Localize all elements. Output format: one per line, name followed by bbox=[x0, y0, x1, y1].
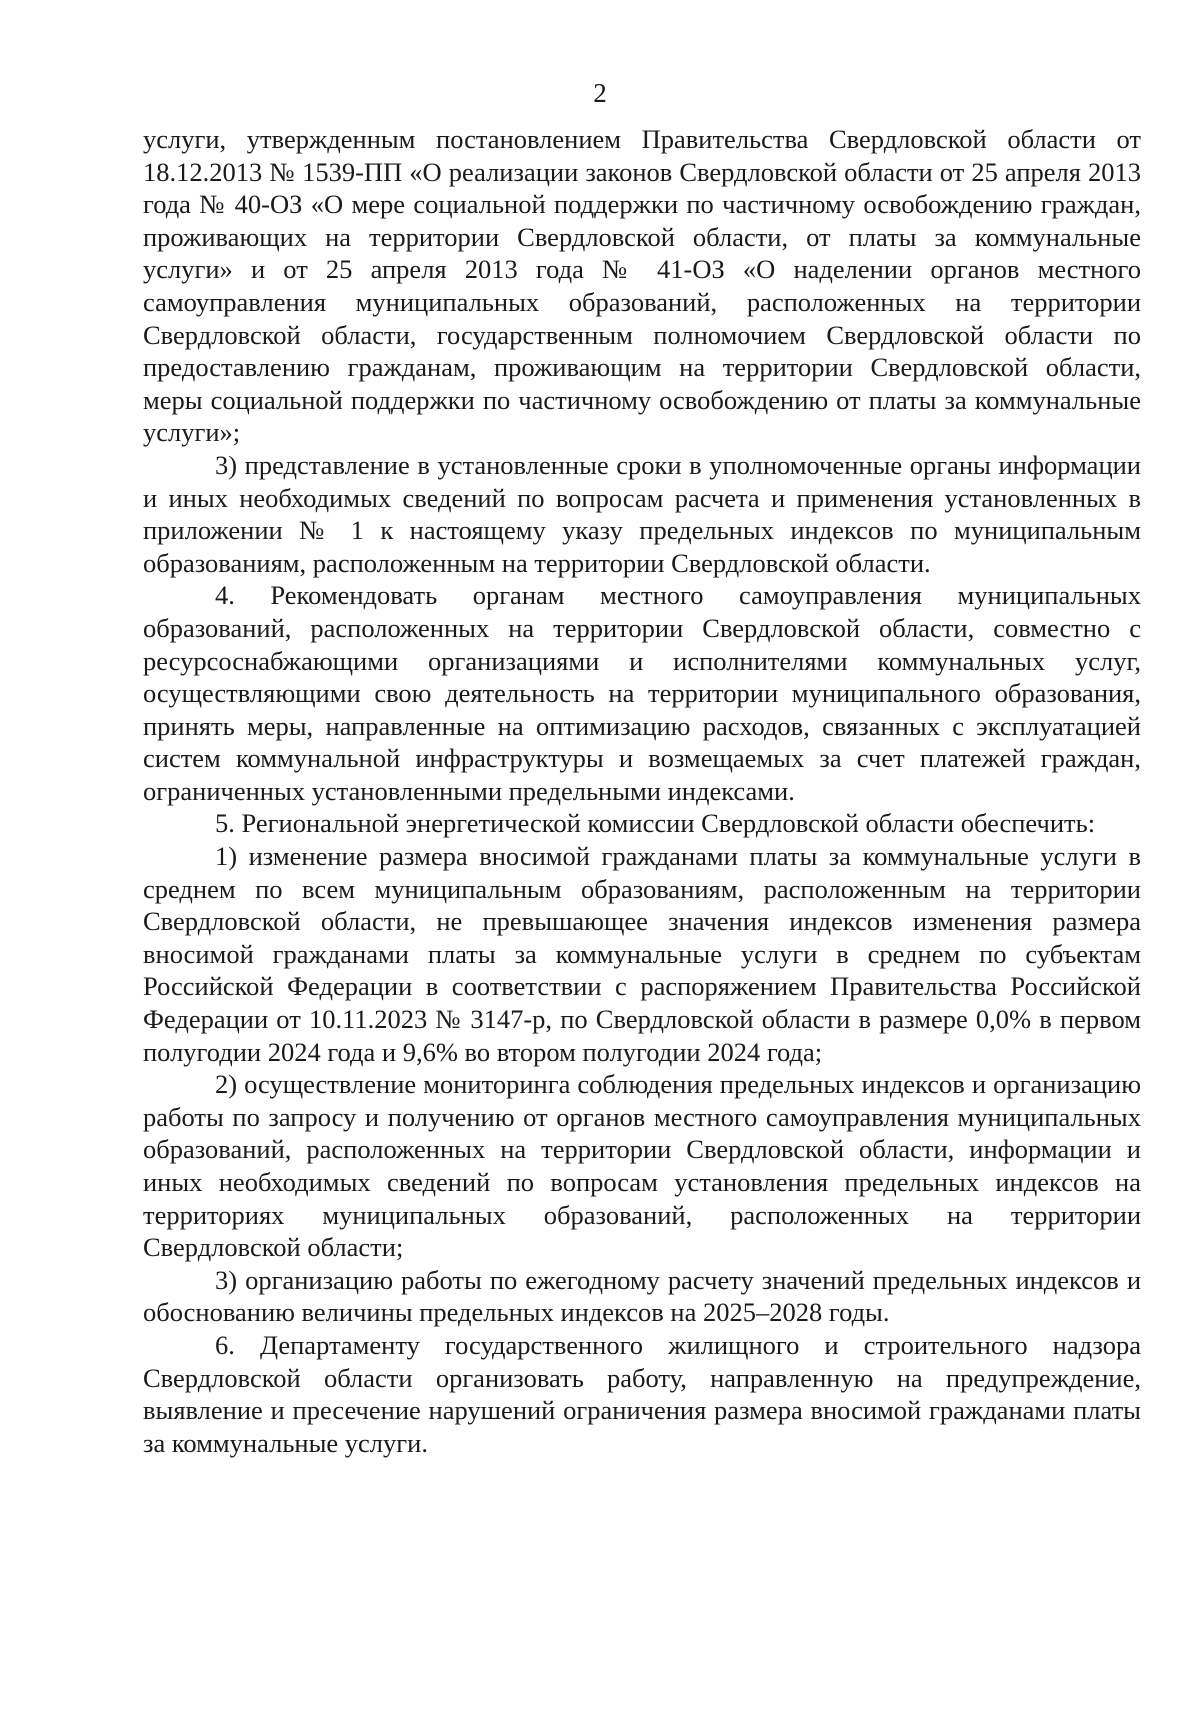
paragraph-clause-5: 5. Региональной энергетической комиссии Свердловской области обеспечить: bbox=[215, 808, 1096, 839]
document-body bbox=[143, 123, 1141, 1459]
page-number: 2 bbox=[593, 78, 607, 108]
paragraph-item-3: 3) представление в установленные сроки в уполномоченные органы информации и иных необходимых сведений по вопросам расчета и применения установленных в приложении № 1 к настоящему указу предельных индексов по муниципальным образованиям, расположенным на территории Свердловской области. bbox=[143, 449, 1141, 578]
paragraph-clause-5-item-1: 1) изменение размера вносимой гражданами платы за коммунальные услуги в среднем по всем муниципальным образованиям, расположенным на территории Свердловской области, не превышающее значения индексов изменения размера вносимой гражданами платы за коммунальные услуги в среднем по субъектам Российской Федерации в соответствии с распоряжением Правительства Российской Федерации от 10.11.2023 № 3147-р, по Свердловской области в размере 0,0% в первом полугодии 2024 года и 9,6% во втором полугодии 2024 года; bbox=[143, 841, 1141, 1067]
paragraph-clause-5-item-2: 2) осуществление мониторинга соблюдения предельных индексов и организацию работы по запросу и получению от органов местного самоуправления муниципальных образований, расположенных на территории Свердловской области, информации и иных необходимых сведений по вопросам установления предельных индексов на территориях муниципальных образований, расположенных на территории Свердловской области; bbox=[143, 1069, 1141, 1263]
paragraph-clause-5-item-3: 3) организацию работы по ежегодному расчету значений предельных индексов и обоснованию величины предельных индексов на 2025–2028 годы. bbox=[143, 1264, 1141, 1328]
paragraph-clause-6: 6. Департаменту государственного жилищного и строительного надзора Свердловской области организовать работу, направленную на предупреждение, выявление и пресечение нарушений ограничения размера вносимой гражданами платы за коммунальные услуги. bbox=[143, 1329, 1141, 1458]
paragraph-continuation: услуги, утвержденным постановлением Правительства Свердловской области от 18.12.2013 № 1539-ПП «О реализации законов Свердловской области от 25 апреля 2013 года № 40-ОЗ «О мере социальной поддержки по частичному освобождению граждан, проживающих на территории Свердловской области, от платы за коммунальные услуги» и от 25 апреля 2013 года № 41-ОЗ «О наделении органов местного самоуправления муниципальных образований, расположенных на территории Свердловской области, государственным полномочием Свердловской области по предоставлению гражданам, проживающим на территории Свердловской области, меры социальной поддержки по частичному освобождению от платы за коммунальные услуги»; bbox=[143, 124, 1141, 448]
paragraph-clause-4: 4. Рекомендовать органам местного самоуправления муниципальных образований, расположенных на территории Свердловской области, совместно с ресурсоснабжающими организациями и исполнителями коммунальных услуг, осуществляющими свою деятельность на территории муниципального образования, принять меры, направленные на оптимизацию расходов, связанных с эксплуатацией систем коммунальной инфраструктуры и возмещаемых за счет платежей граждан, ограниченных установленными предельными индексами. bbox=[143, 580, 1141, 806]
